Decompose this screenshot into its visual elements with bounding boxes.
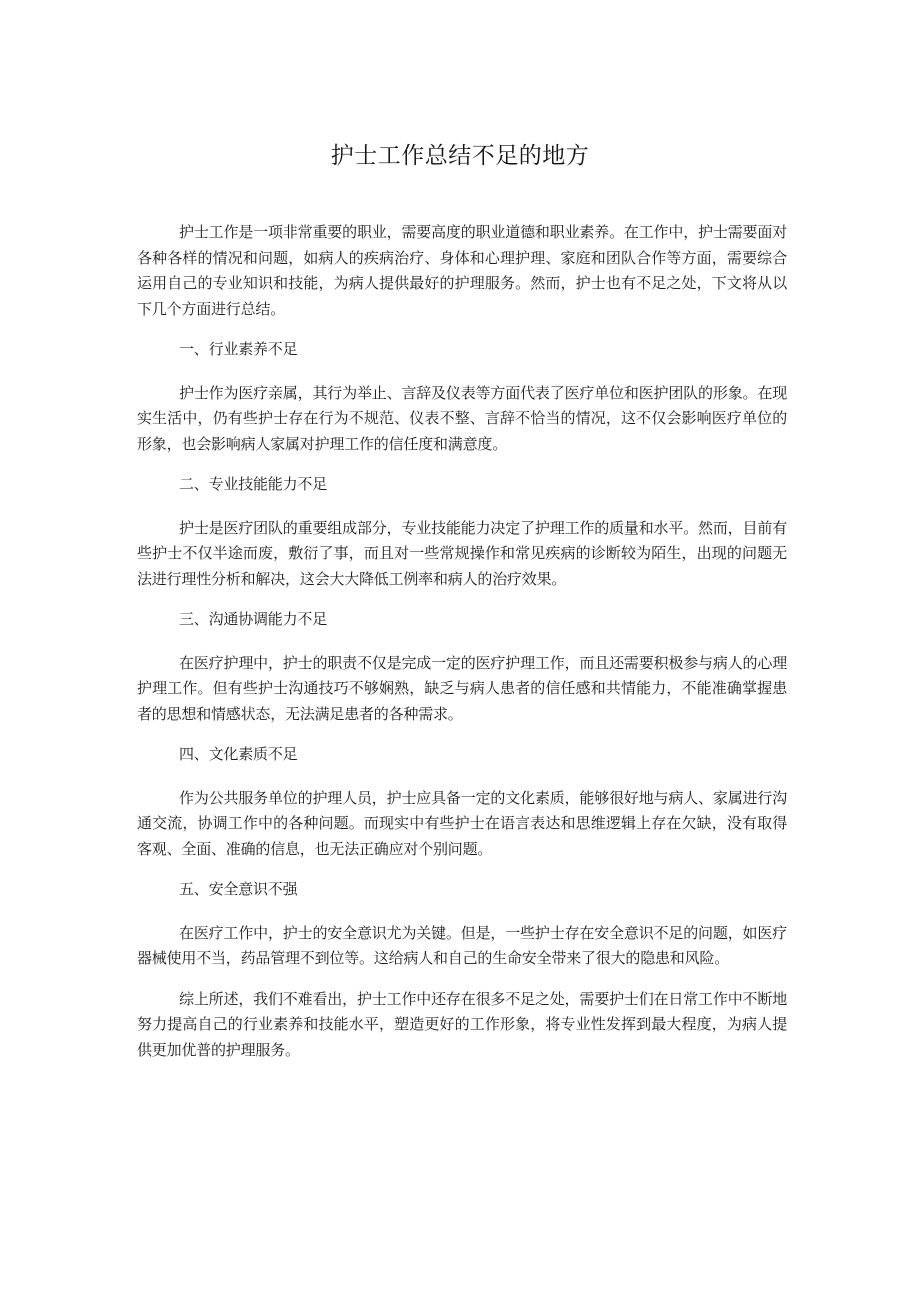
section-paragraph-4: 作为公共服务单位的护理人员，护士应具备一定的文化素质，能够很好地与病人、家属进行沟通交流，协调工作中的各种问题。而现实中有些护士在语言表达和思维逻辑上存在欠缺，没有取得客观、全面、准确的信息，也无法正确应对个别问题。 [137, 788, 787, 858]
intro-paragraph: 护士工作是一项非常重要的职业，需要高度的职业道德和职业素养。在工作中，护士需要面对各种各样的情况和问题，如病人的疾病治疗、身体和心理护理、家庭和团队合作等方面，需要综合运用自己的专业知识和技能，为病人提供最好的护理服务。然而，护士也有不足之处，下文将从以下几个方面进行总结。 [137, 223, 787, 318]
section-heading-3: 三、沟通协调能力不足 [179, 610, 328, 628]
section-paragraph-3: 在医疗护理中，护士的职责不仅是完成一定的医疗护理工作，而且还需要积极参与病人的心理护理工作。但有些护士沟通技巧不够娴熟，缺乏与病人患者的信任感和共情能力，不能准确掌握患者的思想和情感状态，无法满足患者的各种需求。 [137, 653, 787, 723]
conclusion-paragraph: 综上所述，我们不难看出，护士工作中还存在很多不足之处，需要护士们在日常工作中不断地努力提高自己的行业素养和技能水平，塑造更好的工作形象，将专业性发挥到最大程度，为病人提供更加优普的护理服务。 [137, 989, 787, 1059]
section-heading-5: 五、安全意识不强 [179, 880, 298, 898]
section-heading-4: 四、文化素质不足 [179, 745, 298, 763]
section-paragraph-1: 护士作为医疗亲属，其行为举止、言辞及仪表等方面代表了医疗单位和医护团队的形象。在现实生活中，仍有些护士存在行为不规范、仪表不整、言辞不恰当的情况，这不仅会影响医疗单位的形象，也会影响病人家属对护理工作的信任度和满意度。 [137, 383, 787, 453]
section-paragraph-5: 在医疗工作中，护士的安全意识尤为关键。但是，一些护士存在安全意识不足的问题，如医疗器械使用不当，药品管理不到位等。这给病人和自己的生命安全带来了很大的隐患和风险。 [137, 923, 787, 967]
document-title: 护士工作总结不足的地方 [330, 143, 590, 169]
section-heading-1: 一、行业素养不足 [179, 340, 298, 358]
document-body [137, 220, 787, 1078]
section-paragraph-2: 护士是医疗团队的重要组成部分，专业技能能力决定了护理工作的质量和水平。然而，目前有些护士不仅半途而废，敷衍了事，而且对一些常规操作和常见疾病的诊断较为陌生，出现的问题无法进行理性分析和解决，这会大大降低工例率和病人的治疗效果。 [137, 518, 787, 588]
section-heading-2: 二、专业技能能力不足 [179, 475, 328, 493]
